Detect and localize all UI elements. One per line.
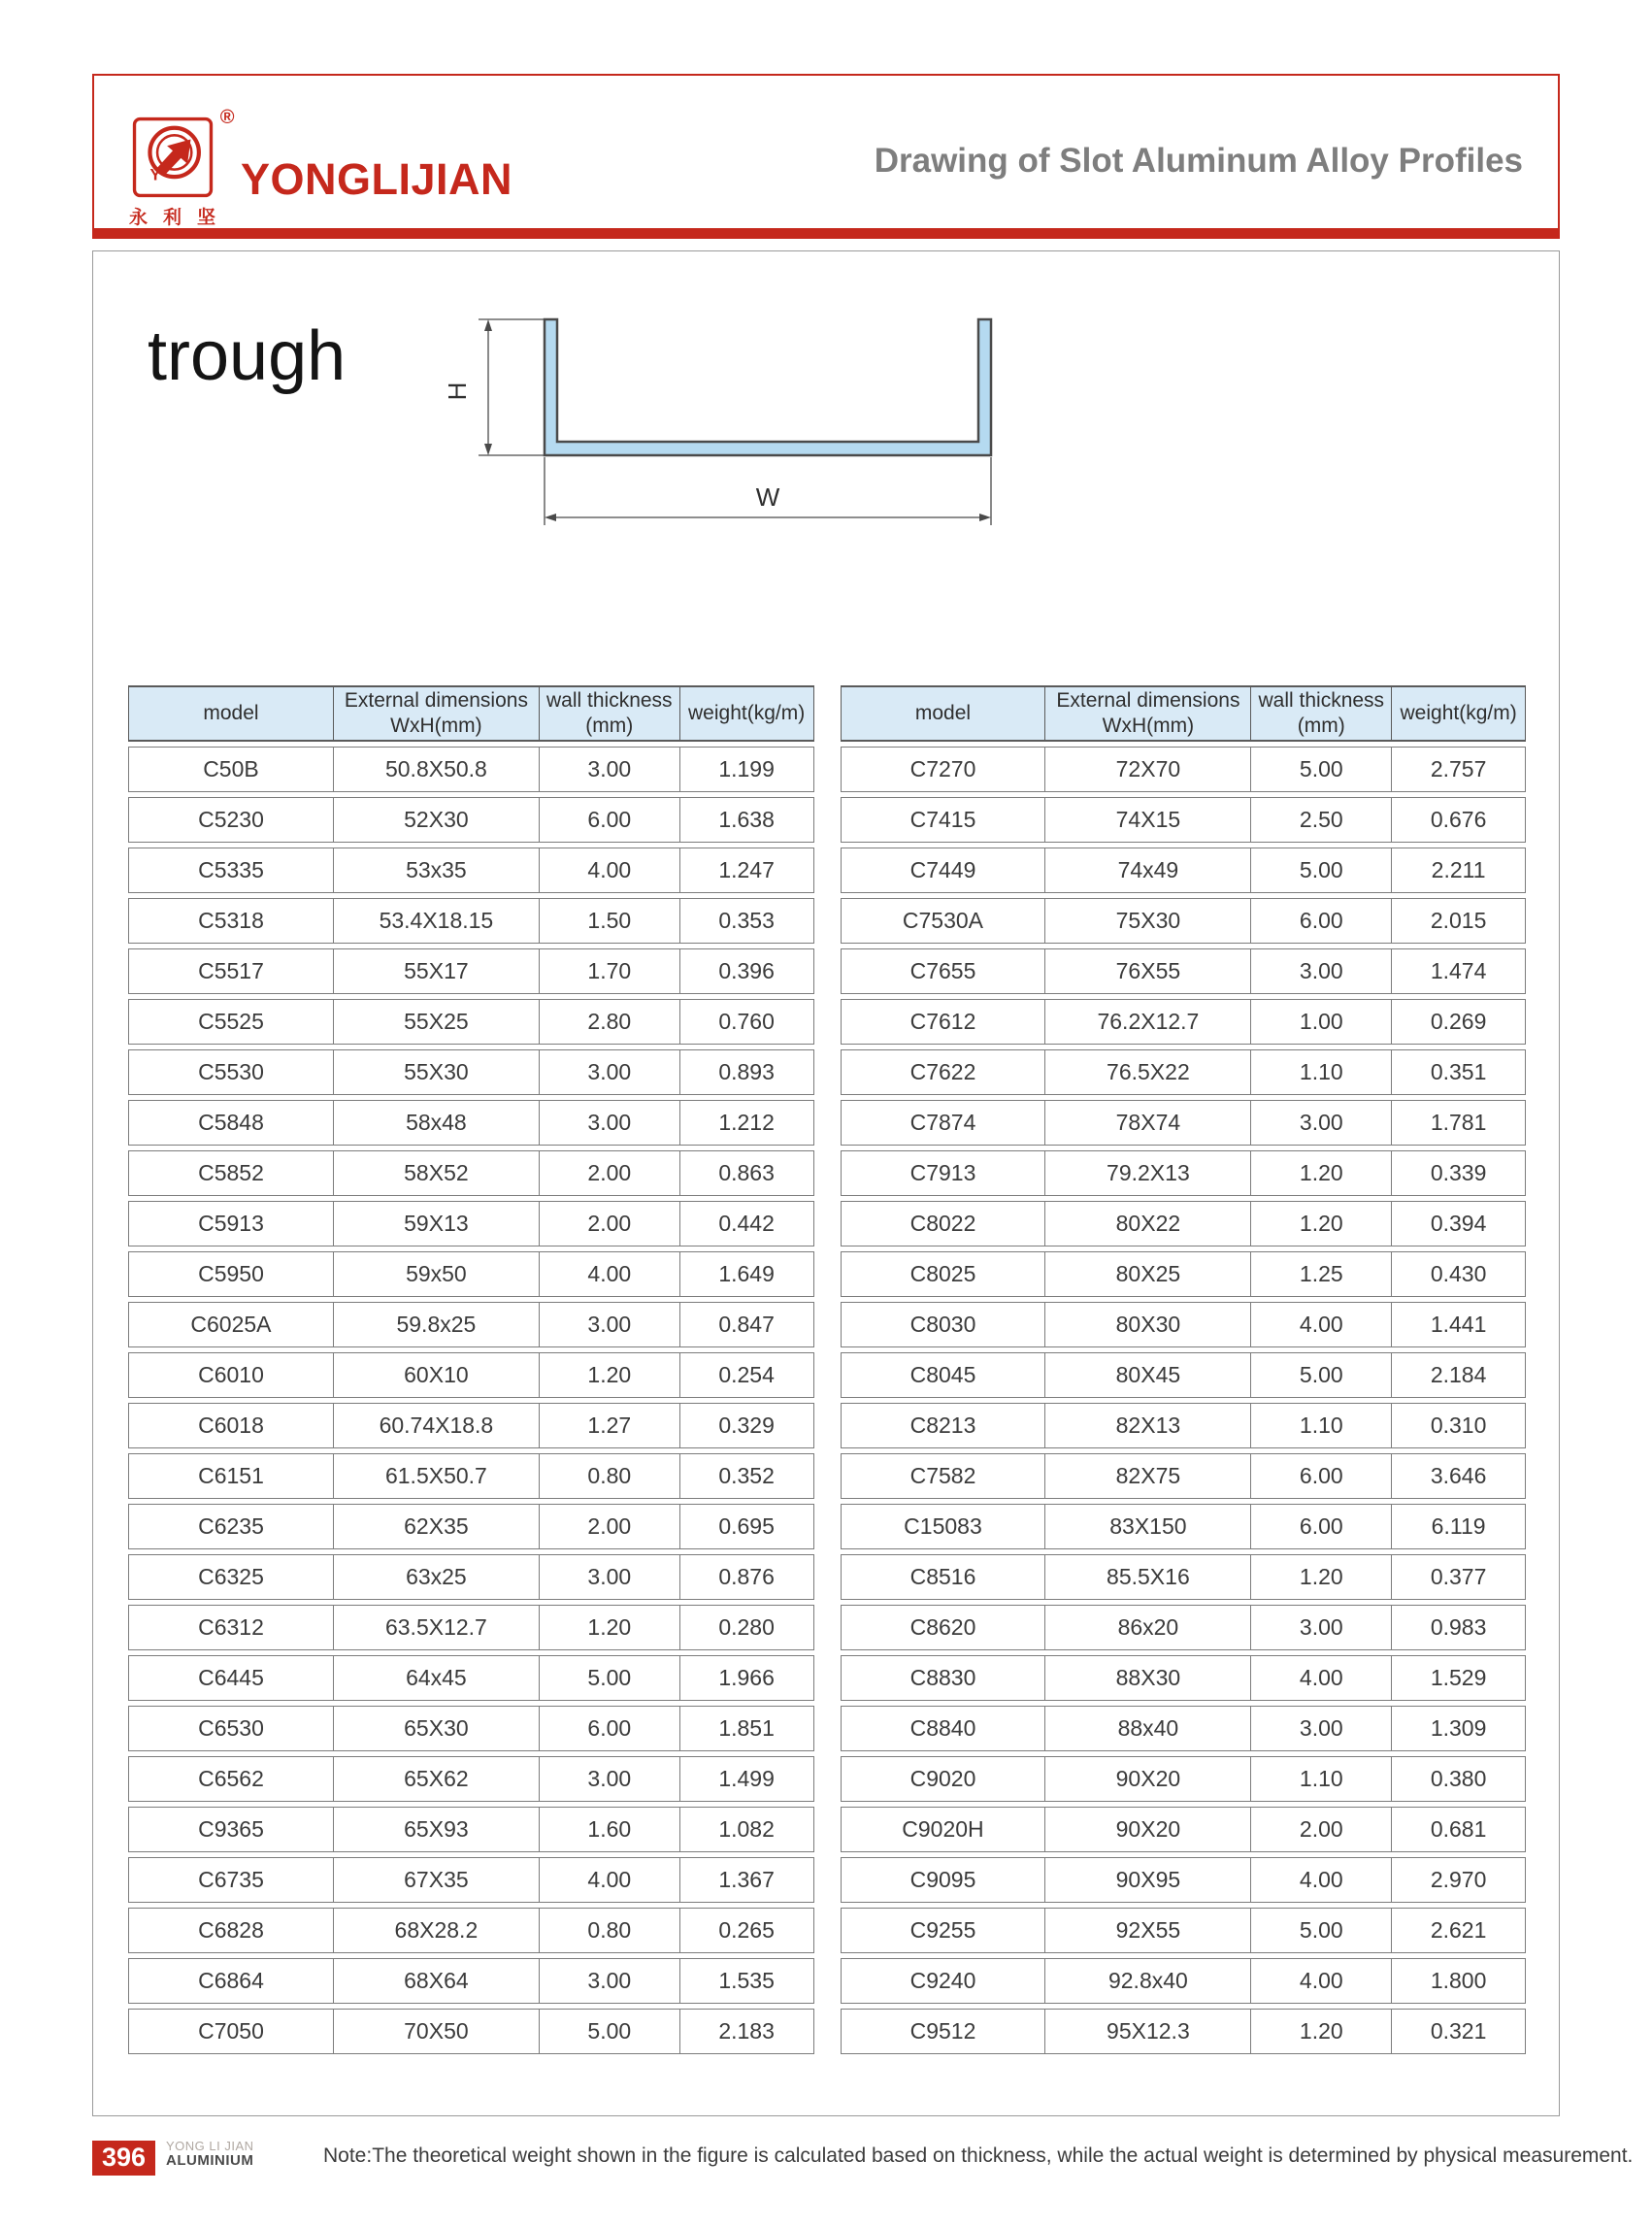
dimensions-cell: 61.5X50.7 — [334, 1453, 540, 1499]
model-cell: C7415 — [841, 797, 1046, 843]
model-cell: C6864 — [128, 1958, 334, 2004]
model-cell: C6530 — [128, 1706, 334, 1751]
thickness-cell: 3.00 — [540, 1302, 680, 1347]
footer-brand-line1: YONG LI JIAN — [166, 2139, 254, 2153]
dimensions-cell: 80X30 — [1045, 1302, 1251, 1347]
table-row — [128, 1554, 814, 1600]
dimensions-cell: 76.5X22 — [1045, 1049, 1251, 1095]
table-row — [128, 1302, 814, 1347]
dimensions-cell: 88X30 — [1045, 1655, 1251, 1701]
thickness-cell: 1.70 — [540, 948, 680, 994]
weight-cell: 0.310 — [1392, 1403, 1526, 1448]
weight-cell: 0.353 — [680, 898, 814, 944]
model-cell: C5848 — [128, 1100, 334, 1146]
table-row — [128, 1857, 814, 1903]
brand-name: YONGLIJIAN — [241, 154, 513, 204]
thickness-cell: 4.00 — [1251, 1302, 1392, 1347]
dimensions-cell: 65X93 — [334, 1807, 540, 1852]
content-panel — [92, 250, 1560, 2116]
model-cell: C8025 — [841, 1251, 1046, 1297]
thickness-cell: 5.00 — [540, 2009, 680, 2054]
table-row — [841, 848, 1527, 893]
table-header-row — [841, 685, 1527, 742]
thickness-cell: 3.00 — [540, 1756, 680, 1802]
model-cell: C6025A — [128, 1302, 334, 1347]
model-cell: C7270 — [841, 747, 1046, 792]
model-cell: C5230 — [128, 797, 334, 843]
weight-cell: 0.254 — [680, 1352, 814, 1398]
dimensions-cell: 80X45 — [1045, 1352, 1251, 1398]
model-cell: C8213 — [841, 1403, 1046, 1448]
table-row — [841, 948, 1527, 994]
model-cell: C8840 — [841, 1706, 1046, 1751]
model-cell: C8830 — [841, 1655, 1046, 1701]
dimensions-cell: 88x40 — [1045, 1706, 1251, 1751]
trough-shape — [545, 319, 991, 455]
table-row — [841, 1756, 1527, 1802]
table-row — [128, 1908, 814, 1953]
model-cell: C8620 — [841, 1605, 1046, 1650]
dimensions-cell: 82X75 — [1045, 1453, 1251, 1499]
weight-cell: 1.247 — [680, 848, 814, 893]
width-dimension-label: W — [755, 482, 780, 512]
table-row — [841, 1908, 1527, 1953]
table-row — [128, 1100, 814, 1146]
table-row — [128, 1150, 814, 1196]
thickness-cell: 1.20 — [1251, 2009, 1392, 2054]
model-cell: C7612 — [841, 999, 1046, 1045]
dimensions-cell: 92X55 — [1045, 1908, 1251, 1953]
weight-cell: 0.394 — [1392, 1201, 1526, 1246]
table-row — [128, 1201, 814, 1246]
dimensions-cell: 68X28.2 — [334, 1908, 540, 1953]
table-row — [128, 1403, 814, 1448]
weight-cell: 6.119 — [1392, 1504, 1526, 1549]
weight-cell: 0.396 — [680, 948, 814, 994]
weight-cell: 2.621 — [1392, 1908, 1526, 1953]
weight-cell: 0.280 — [680, 1605, 814, 1650]
weight-cell: 0.760 — [680, 999, 814, 1045]
trough-profile-diagram — [433, 290, 1074, 586]
model-cell: C6018 — [128, 1403, 334, 1448]
thickness-cell: 1.20 — [540, 1605, 680, 1650]
dimensions-cell: 79.2X13 — [1045, 1150, 1251, 1196]
weight-cell: 2.184 — [1392, 1352, 1526, 1398]
weight-cell: 0.351 — [1392, 1049, 1526, 1095]
model-cell: C7913 — [841, 1150, 1046, 1196]
weight-cell: 0.847 — [680, 1302, 814, 1347]
weight-cell: 0.681 — [1392, 1807, 1526, 1852]
thickness-cell: 2.00 — [540, 1201, 680, 1246]
thickness-cell: 0.80 — [540, 1453, 680, 1499]
dimensions-cell: 74x49 — [1045, 848, 1251, 893]
weight-cell: 3.646 — [1392, 1453, 1526, 1499]
weight-cell: 1.529 — [1392, 1655, 1526, 1701]
model-cell: C9512 — [841, 2009, 1046, 2054]
thickness-cell: 3.00 — [540, 747, 680, 792]
thickness-cell: 4.00 — [1251, 1655, 1392, 1701]
model-cell: C6445 — [128, 1655, 334, 1701]
weight-cell: 0.863 — [680, 1150, 814, 1196]
model-cell: C7530A — [841, 898, 1046, 944]
weight-cell: 0.321 — [1392, 2009, 1526, 2054]
dimensions-cell: 53x35 — [334, 848, 540, 893]
model-cell: C7874 — [841, 1100, 1046, 1146]
dimensions-cell: 76X55 — [1045, 948, 1251, 994]
dimensions-cell: 76.2X12.7 — [1045, 999, 1251, 1045]
dimensions-cell: 53.4X18.15 — [334, 898, 540, 944]
table-row — [128, 1352, 814, 1398]
table-row — [841, 999, 1527, 1045]
weight-cell: 1.966 — [680, 1655, 814, 1701]
model-cell: C8516 — [841, 1554, 1046, 1600]
model-cell: C9240 — [841, 1958, 1046, 2004]
table-row — [128, 1756, 814, 1802]
model-cell: C9020 — [841, 1756, 1046, 1802]
thickness-cell: 1.25 — [1251, 1251, 1392, 1297]
weight-cell: 0.893 — [680, 1049, 814, 1095]
page-footer — [92, 2138, 1634, 2196]
thickness-cell: 5.00 — [1251, 747, 1392, 792]
column-header: External dimensions WxH(mm) — [334, 685, 540, 742]
thickness-cell: 5.00 — [1251, 1908, 1392, 1953]
table-row — [128, 1605, 814, 1650]
model-cell: C9365 — [128, 1807, 334, 1852]
weight-cell: 0.380 — [1392, 1756, 1526, 1802]
model-cell: C6010 — [128, 1352, 334, 1398]
model-cell: C5530 — [128, 1049, 334, 1095]
weight-cell: 1.212 — [680, 1100, 814, 1146]
model-cell: C5950 — [128, 1251, 334, 1297]
thickness-cell: 1.60 — [540, 1807, 680, 1852]
model-cell: C6151 — [128, 1453, 334, 1499]
weight-cell: 1.199 — [680, 747, 814, 792]
weight-cell: 0.329 — [680, 1403, 814, 1448]
profiles-table-left — [128, 681, 814, 2059]
dimensions-cell: 90X95 — [1045, 1857, 1251, 1903]
weight-cell: 0.377 — [1392, 1554, 1526, 1600]
dimensions-cell: 52X30 — [334, 797, 540, 843]
dimensions-cell: 63.5X12.7 — [334, 1605, 540, 1650]
weight-cell: 1.499 — [680, 1756, 814, 1802]
thickness-cell: 1.50 — [540, 898, 680, 944]
model-cell: C7449 — [841, 848, 1046, 893]
model-cell: C7050 — [128, 2009, 334, 2054]
table-row — [128, 1958, 814, 2004]
registered-trademark: ® — [219, 107, 235, 128]
table-header-row — [128, 685, 814, 742]
weight-cell: 1.474 — [1392, 948, 1526, 994]
weight-cell: 1.638 — [680, 797, 814, 843]
dimensions-cell: 90X20 — [1045, 1756, 1251, 1802]
dimensions-cell: 58X52 — [334, 1150, 540, 1196]
weight-cell: 1.082 — [680, 1807, 814, 1852]
thickness-cell: 3.00 — [1251, 1100, 1392, 1146]
column-header: wall thickness (mm) — [1251, 685, 1392, 742]
table-row — [841, 1251, 1527, 1297]
model-cell: C5517 — [128, 948, 334, 994]
table-row — [128, 1504, 814, 1549]
weight-cell: 0.442 — [680, 1201, 814, 1246]
thickness-cell: 4.00 — [540, 1251, 680, 1297]
column-header: wall thickness (mm) — [540, 685, 680, 742]
table-row — [128, 848, 814, 893]
model-cell: C5525 — [128, 999, 334, 1045]
model-cell: C5335 — [128, 848, 334, 893]
thickness-cell: 6.00 — [1251, 1504, 1392, 1549]
dimensions-cell: 83X150 — [1045, 1504, 1251, 1549]
table-row — [841, 1706, 1527, 1751]
model-cell: C6562 — [128, 1756, 334, 1802]
table-row — [128, 898, 814, 944]
table-row — [841, 1201, 1527, 1246]
thickness-cell: 2.00 — [540, 1150, 680, 1196]
model-cell: C6235 — [128, 1504, 334, 1549]
dimensions-cell: 75X30 — [1045, 898, 1251, 944]
thickness-cell: 2.50 — [1251, 797, 1392, 843]
weight-cell: 2.970 — [1392, 1857, 1526, 1903]
table-row — [128, 2009, 814, 2054]
table-row — [128, 1706, 814, 1751]
table-row — [841, 1453, 1527, 1499]
thickness-cell: 5.00 — [1251, 1352, 1392, 1398]
footer-brand — [166, 2140, 254, 2170]
company-logo — [129, 107, 513, 229]
model-cell: C6828 — [128, 1908, 334, 1953]
profiles-table-right — [841, 681, 1527, 2059]
profile-name: trough — [148, 317, 347, 395]
thickness-cell: 3.00 — [1251, 1706, 1392, 1751]
column-header: External dimensions WxH(mm) — [1045, 685, 1251, 742]
dimensions-cell: 59X13 — [334, 1201, 540, 1246]
dimensions-cell: 59.8x25 — [334, 1302, 540, 1347]
model-cell: C6735 — [128, 1857, 334, 1903]
model-cell: C7622 — [841, 1049, 1046, 1095]
thickness-cell: 3.00 — [540, 1049, 680, 1095]
table-row — [841, 1958, 1527, 2004]
weight-cell: 0.695 — [680, 1504, 814, 1549]
table-row — [841, 1150, 1527, 1196]
height-dimension-label: H — [443, 382, 472, 401]
dimensions-cell: 55X30 — [334, 1049, 540, 1095]
column-header: weight(kg/m) — [1392, 685, 1526, 742]
thickness-cell: 2.80 — [540, 999, 680, 1045]
dimensions-cell: 78X74 — [1045, 1100, 1251, 1146]
dimensions-cell: 70X50 — [334, 2009, 540, 2054]
model-cell: C5852 — [128, 1150, 334, 1196]
table-row — [841, 1302, 1527, 1347]
model-cell: C9255 — [841, 1908, 1046, 1953]
weight-cell: 2.757 — [1392, 747, 1526, 792]
thickness-cell: 0.80 — [540, 1908, 680, 1953]
weight-cell: 1.441 — [1392, 1302, 1526, 1347]
model-cell: C9095 — [841, 1857, 1046, 1903]
dimensions-cell: 59x50 — [334, 1251, 540, 1297]
thickness-cell: 3.00 — [540, 1554, 680, 1600]
model-cell: C5318 — [128, 898, 334, 944]
weight-cell: 1.781 — [1392, 1100, 1526, 1146]
model-cell: C7582 — [841, 1453, 1046, 1499]
table-row — [128, 1453, 814, 1499]
table-row — [841, 1857, 1527, 1903]
dimensions-cell: 80X25 — [1045, 1251, 1251, 1297]
dimensions-cell: 65X30 — [334, 1706, 540, 1751]
weight-cell: 0.265 — [680, 1908, 814, 1953]
weight-cell: 1.309 — [1392, 1706, 1526, 1751]
weight-cell: 0.352 — [680, 1453, 814, 1499]
thickness-cell: 4.00 — [540, 1857, 680, 1903]
page-number-badge: 396 — [92, 2141, 155, 2176]
thickness-cell: 4.00 — [1251, 1857, 1392, 1903]
weight-cell: 1.851 — [680, 1706, 814, 1751]
table-row — [841, 1807, 1527, 1852]
brand-chinese-text: 永利坚 — [129, 208, 232, 228]
thickness-cell: 1.20 — [540, 1352, 680, 1398]
table-row — [128, 797, 814, 843]
thickness-cell: 5.00 — [540, 1655, 680, 1701]
dimensions-cell: 80X22 — [1045, 1201, 1251, 1246]
weight-cell: 0.676 — [1392, 797, 1526, 843]
thickness-cell: 4.00 — [1251, 1958, 1392, 2004]
dimensions-cell: 92.8x40 — [1045, 1958, 1251, 2004]
profile-tables — [128, 681, 1526, 2059]
dimensions-cell: 74X15 — [1045, 797, 1251, 843]
table-row — [841, 1049, 1527, 1095]
model-cell: C8030 — [841, 1302, 1046, 1347]
dimensions-cell: 68X64 — [334, 1958, 540, 2004]
dimensions-cell: 60X10 — [334, 1352, 540, 1398]
table-row — [128, 1807, 814, 1852]
thickness-cell: 4.00 — [540, 848, 680, 893]
table-row — [841, 1352, 1527, 1398]
page-title: Drawing of Slot Aluminum Alloy Profiles — [874, 142, 1523, 180]
table-row — [128, 1251, 814, 1297]
thickness-cell: 3.00 — [540, 1958, 680, 2004]
model-cell: C7655 — [841, 948, 1046, 994]
thickness-cell: 6.00 — [540, 1706, 680, 1751]
table-row — [841, 1655, 1527, 1701]
table-row — [128, 1655, 814, 1701]
thickness-cell: 2.00 — [540, 1504, 680, 1549]
thickness-cell: 3.00 — [540, 1100, 680, 1146]
model-cell: C8022 — [841, 1201, 1046, 1246]
thickness-cell: 1.10 — [1251, 1403, 1392, 1448]
dimensions-cell: 64x45 — [334, 1655, 540, 1701]
dimensions-cell: 85.5X16 — [1045, 1554, 1251, 1600]
table-row — [841, 747, 1527, 792]
table-row — [841, 1605, 1527, 1650]
table-row — [128, 948, 814, 994]
weight-cell: 2.015 — [1392, 898, 1526, 944]
dimensions-cell: 55X17 — [334, 948, 540, 994]
dimensions-cell: 58x48 — [334, 1100, 540, 1146]
footer-brand-line2: ALUMINIUM — [166, 2152, 254, 2170]
dimensions-cell: 67X35 — [334, 1857, 540, 1903]
table-row — [128, 747, 814, 792]
dimensions-cell: 86x20 — [1045, 1605, 1251, 1650]
thickness-cell: 1.10 — [1251, 1756, 1392, 1802]
thickness-cell: 1.10 — [1251, 1049, 1392, 1095]
dimensions-cell: 50.8X50.8 — [334, 747, 540, 792]
weight-cell: 1.800 — [1392, 1958, 1526, 2004]
dimensions-cell: 63x25 — [334, 1554, 540, 1600]
column-header: model — [841, 685, 1046, 742]
dimensions-cell: 95X12.3 — [1045, 2009, 1251, 2054]
thickness-cell: 1.20 — [1251, 1150, 1392, 1196]
weight-cell: 0.983 — [1392, 1605, 1526, 1650]
weight-cell: 2.211 — [1392, 848, 1526, 893]
table-row — [841, 1554, 1527, 1600]
weight-cell: 0.339 — [1392, 1150, 1526, 1196]
dimensions-cell: 62X35 — [334, 1504, 540, 1549]
thickness-cell: 6.00 — [1251, 898, 1392, 944]
thickness-cell: 1.20 — [1251, 1554, 1392, 1600]
table-row — [841, 1403, 1527, 1448]
footer-note: Note:The theoretical weight shown in the figure is calculated based on thickness, while the actual weight is determined by physical measurement. — [323, 2144, 1634, 2167]
dimensions-cell: 72X70 — [1045, 747, 1251, 792]
yonglijian-emblem-icon — [132, 116, 214, 198]
column-header: weight(kg/m) — [680, 685, 814, 742]
svg-text:Y: Y — [149, 165, 161, 184]
thickness-cell: 5.00 — [1251, 848, 1392, 893]
dimensions-cell: 82X13 — [1045, 1403, 1251, 1448]
thickness-cell: 3.00 — [1251, 948, 1392, 994]
table-row — [841, 797, 1527, 843]
model-cell: C50B — [128, 747, 334, 792]
thickness-cell: 1.00 — [1251, 999, 1392, 1045]
table-row — [841, 898, 1527, 944]
model-cell: C9020H — [841, 1807, 1046, 1852]
thickness-cell: 1.20 — [1251, 1201, 1392, 1246]
table-row — [841, 1504, 1527, 1549]
dimensions-cell: 90X20 — [1045, 1807, 1251, 1852]
model-cell: C15083 — [841, 1504, 1046, 1549]
page-header — [92, 74, 1560, 239]
weight-cell: 2.183 — [680, 2009, 814, 2054]
weight-cell: 0.430 — [1392, 1251, 1526, 1297]
column-header: model — [128, 685, 334, 742]
weight-cell: 0.876 — [680, 1554, 814, 1600]
thickness-cell: 3.00 — [1251, 1605, 1392, 1650]
weight-cell: 1.535 — [680, 1958, 814, 2004]
table-row — [128, 999, 814, 1045]
table-row — [841, 1100, 1527, 1146]
table-row — [841, 2009, 1527, 2054]
dimensions-cell: 65X62 — [334, 1756, 540, 1802]
model-cell: C8045 — [841, 1352, 1046, 1398]
weight-cell: 1.367 — [680, 1857, 814, 1903]
thickness-cell: 1.27 — [540, 1403, 680, 1448]
dimensions-cell: 55X25 — [334, 999, 540, 1045]
thickness-cell: 6.00 — [1251, 1453, 1392, 1499]
model-cell: C6312 — [128, 1605, 334, 1650]
weight-cell: 1.649 — [680, 1251, 814, 1297]
table-row — [128, 1049, 814, 1095]
weight-cell: 0.269 — [1392, 999, 1526, 1045]
model-cell: C6325 — [128, 1554, 334, 1600]
thickness-cell: 6.00 — [540, 797, 680, 843]
model-cell: C5913 — [128, 1201, 334, 1246]
thickness-cell: 2.00 — [1251, 1807, 1392, 1852]
dimensions-cell: 60.74X18.8 — [334, 1403, 540, 1448]
